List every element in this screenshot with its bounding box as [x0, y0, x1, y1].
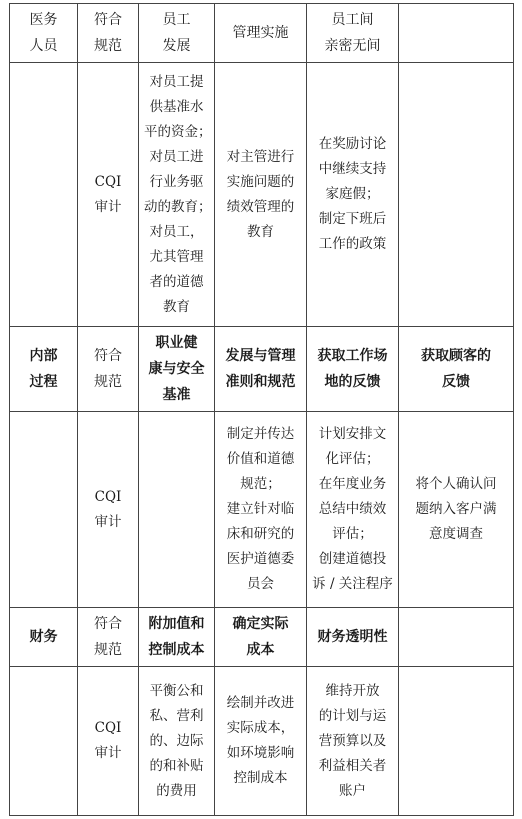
cell-text-line: 账户: [339, 782, 366, 799]
cell-text-line: 对主管进行: [226, 148, 295, 165]
compliance-cell: [78, 327, 139, 412]
content-cell: [307, 412, 399, 608]
section-header-row: [10, 608, 514, 667]
cell-text-line: 者的道德: [149, 273, 204, 290]
content-cell: [139, 63, 215, 327]
cell-text-line: 员工: [162, 12, 191, 28]
header-cell: [215, 327, 307, 412]
cell-text-line: CQI: [94, 488, 122, 505]
content-cell: [139, 667, 215, 816]
cell-text-line: 医护道德委: [226, 551, 295, 567]
cell-text-line: 实施问题的: [226, 173, 295, 190]
category-empty-cell: [10, 667, 78, 816]
header-cell: [307, 608, 399, 667]
cell-text-line: 过程: [29, 374, 58, 390]
cell-text-line: 价值和道德: [226, 451, 295, 467]
section-header-row: [10, 327, 514, 412]
category-cell: [10, 4, 78, 63]
cell-text-line: 的费用: [156, 782, 197, 799]
cell-text-line: 平的资金；: [144, 123, 212, 140]
header-cell: [399, 608, 514, 667]
content-cell: [399, 63, 514, 327]
cell-text-line: 的计划与运: [318, 707, 387, 724]
cell-text-line: CQI: [94, 173, 122, 190]
category-cell: [10, 608, 78, 667]
cell-text-line: 创建道德投: [318, 551, 387, 567]
cell-text-line: 平衡公和: [149, 682, 204, 699]
cell-text-line: 地的反馈: [324, 374, 381, 390]
section-body-row: [10, 412, 514, 608]
section-body-row: [10, 667, 514, 816]
content-cell: [399, 412, 514, 608]
cell-text-line: 的和补贴: [149, 757, 204, 774]
cell-text-line: 医务: [29, 12, 58, 28]
cell-text-line: 行业务驱: [149, 173, 204, 190]
header-cell: [139, 4, 215, 63]
cell-text-line: 教育: [163, 298, 190, 315]
cell-text-line: 制定下班后: [318, 211, 387, 227]
cell-text-line: 审计: [94, 513, 122, 530]
cell-text-line: 符合: [94, 616, 122, 632]
cell-text-line: 总结中绩效: [318, 501, 387, 517]
cell-text-line: 规范: [94, 374, 122, 390]
cell-text-line: 尤其管理: [149, 248, 204, 265]
cell-text-line: 员工间: [331, 12, 374, 28]
content-cell: [307, 63, 399, 327]
cell-text-line: 如环境影响: [226, 745, 295, 761]
content-cell: [399, 667, 514, 816]
cell-text-line: 意度调查: [429, 526, 483, 542]
content-cell: [215, 63, 307, 327]
cell-text-line: 审计: [94, 745, 122, 761]
cell-text-line: 确定实际: [232, 616, 289, 632]
cell-text-line: 获取工作场: [317, 348, 388, 364]
cell-text-line: 制定并传达: [226, 426, 295, 442]
cell-text-line: 对员工，: [149, 223, 204, 240]
cell-text-line: 化评估；: [325, 451, 380, 467]
header-cell: [139, 327, 215, 412]
cell-text-line: 财务: [29, 629, 58, 645]
cell-text-line: 员会: [247, 576, 274, 592]
cell-text-line: 绩效管理的: [226, 198, 295, 215]
cell-text-line: 维持开放: [325, 682, 380, 699]
cell-text-line: 动的教育；: [144, 198, 212, 215]
cell-text-line: 职业健: [155, 335, 198, 351]
cell-text-line: 教育: [247, 223, 274, 240]
cell-text-line: 准则和规范: [225, 374, 296, 390]
audit-cell: [78, 667, 139, 816]
cell-text-line: 题纳入客户满: [415, 501, 497, 517]
cell-text-line: 供基准水: [149, 98, 204, 115]
audit-cell: [78, 63, 139, 327]
cell-text-line: 反馈: [442, 374, 470, 390]
cell-text-line: 亲密无间: [324, 38, 381, 54]
cell-text-line: 绘制并改进: [226, 695, 295, 711]
header-cell: [139, 608, 215, 667]
cell-text-line: 计划安排文: [318, 426, 387, 442]
content-cell: [215, 667, 307, 816]
cell-text-line: 控制成本: [233, 770, 288, 786]
cell-text-line: 控制成本: [148, 642, 205, 658]
cell-text-line: 在年度业务: [318, 476, 387, 492]
cell-text-line: 营预算以及: [318, 732, 387, 749]
cell-text-line: 发展: [162, 38, 191, 54]
cell-text-line: 规范: [94, 38, 122, 54]
cell-text-line: 获取顾客的: [421, 348, 491, 364]
cell-text-line: 工作的政策: [318, 236, 387, 252]
header-cell: [307, 4, 399, 63]
section-body-row: [10, 63, 514, 327]
cell-text-line: 利益相关者: [318, 757, 387, 774]
cell-text-line: 成本: [246, 642, 275, 658]
compliance-audit-table: [9, 3, 514, 816]
header-cell: [399, 327, 514, 412]
cell-text-line: 内部: [29, 348, 58, 364]
cell-text-line: 对员工提: [149, 73, 204, 90]
category-empty-cell: [10, 63, 78, 327]
header-cell: [215, 4, 307, 63]
content-cell: [139, 412, 215, 608]
header-cell: [399, 4, 514, 63]
header-cell: [215, 608, 307, 667]
cell-text-line: 对员工进: [149, 148, 204, 165]
section-header-row: [10, 4, 514, 63]
cell-text-line: CQI: [94, 720, 122, 736]
header-cell: [307, 327, 399, 412]
category-cell: [10, 327, 78, 412]
cell-text-line: 中继续支持: [318, 161, 387, 177]
cell-text-line: 附加值和: [148, 616, 205, 632]
cell-text-line: 基准: [162, 387, 191, 403]
cell-text-line: 评估；: [332, 526, 373, 542]
cell-text-line: 符合: [94, 12, 122, 28]
cell-text-line: 康与安全: [148, 361, 205, 377]
cell-text-line: 发展与管理: [225, 348, 296, 364]
cell-text-line: 的、边际: [149, 732, 204, 749]
cell-text-line: 建立针对临: [226, 501, 295, 517]
cell-text-line: 规范: [94, 642, 122, 658]
cell-text-line: 人员: [29, 38, 58, 54]
cell-text-line: 符合: [94, 348, 122, 364]
cell-text-line: 管理实施: [232, 25, 289, 41]
cell-text-line: 审计: [94, 198, 122, 215]
cell-text-line: 规范；: [240, 476, 281, 492]
cell-text-line: 将个人确认问: [415, 476, 497, 492]
category-empty-cell: [10, 412, 78, 608]
content-cell: [307, 667, 399, 816]
content-cell: [215, 412, 307, 608]
compliance-cell: [78, 4, 139, 63]
cell-text-line: 在奖励讨论: [318, 136, 387, 152]
cell-text-line: 诉 / 关注程序: [312, 576, 393, 592]
cell-text-line: 私、营利: [149, 707, 204, 724]
audit-cell: [78, 412, 139, 608]
cell-text-line: 家庭假；: [325, 186, 380, 202]
compliance-cell: [78, 608, 139, 667]
cell-text-line: 床和研究的: [226, 526, 295, 542]
cell-text-line: 财务透明性: [317, 629, 388, 645]
cell-text-line: 实际成本，: [226, 720, 295, 736]
